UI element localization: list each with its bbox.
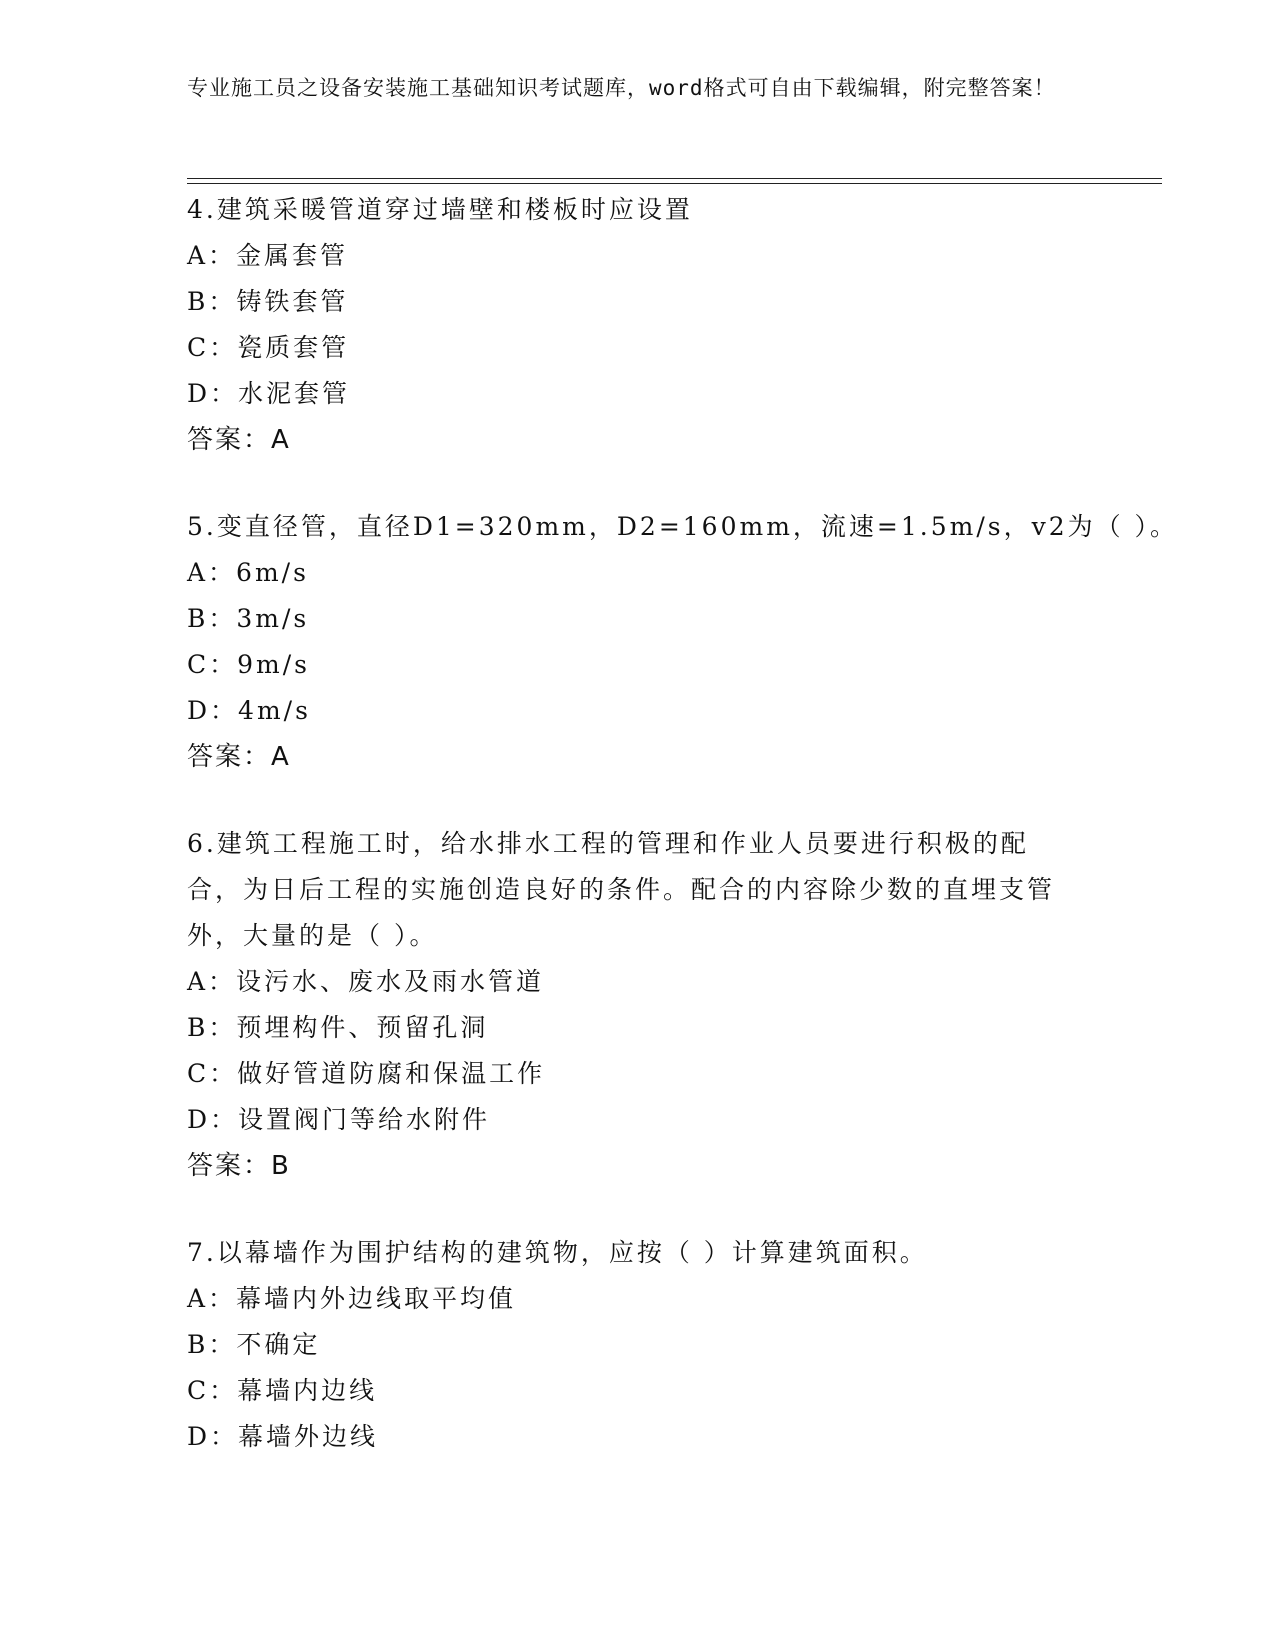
header-divider-top <box>187 178 1162 179</box>
option-a: A：金属套管 <box>187 241 349 270</box>
option-a: A：幕墙内外边线取平均值 <box>187 1284 517 1313</box>
answer: 答案：A <box>187 425 291 455</box>
option-b: B：3m/s <box>187 604 310 633</box>
question-stem: 6.建筑工程施工时，给水排水工程的管理和作业人员要进行积极的配合，为日后工程的实施创造良好的条件。配合的内容除少数的直埋支管外，大量的是（ ）。 <box>187 829 1056 950</box>
question-stem: 7.以幕墙作为围护结构的建筑物，应按（ ）计算建筑面积。 <box>187 1238 928 1267</box>
option-d: D：4m/s <box>187 696 311 725</box>
answer: 答案：A <box>187 742 291 772</box>
document-header: 专业施工员之设备安装施工基础知识考试题库，word格式可自由下载编辑，附完整答案！ <box>187 76 1056 100</box>
question-stem: 4.建筑采暖管道穿过墙壁和楼板时应设置 <box>187 195 693 224</box>
option-c: C：瓷质套管 <box>187 333 350 362</box>
option-a: A：6m/s <box>187 558 309 587</box>
question-6 <box>187 821 1087 1189</box>
option-d: D：设置阀门等给水附件 <box>187 1105 491 1134</box>
option-a: A：设污水、废水及雨水管道 <box>187 967 545 996</box>
option-d: D：水泥套管 <box>187 379 351 408</box>
option-c: C：幕墙内边线 <box>187 1376 378 1405</box>
question-5 <box>187 504 1179 780</box>
option-b: B：预埋构件、预留孔洞 <box>187 1013 489 1042</box>
question-7 <box>187 1230 1087 1460</box>
option-d: D：幕墙外边线 <box>187 1422 379 1451</box>
option-c: C：9m/s <box>187 650 310 679</box>
option-c: C：做好管道防腐和保温工作 <box>187 1059 546 1088</box>
answer: 答案：B <box>187 1151 291 1181</box>
question-4 <box>187 187 1087 463</box>
option-b: B：不确定 <box>187 1330 321 1359</box>
option-b: B：铸铁套管 <box>187 287 349 316</box>
question-stem: 5.变直径管，直径D1=320mm，D2=160mm，流速=1.5m/s，v2为（ ）。 <box>187 512 1179 541</box>
header-divider-bottom <box>187 183 1162 184</box>
